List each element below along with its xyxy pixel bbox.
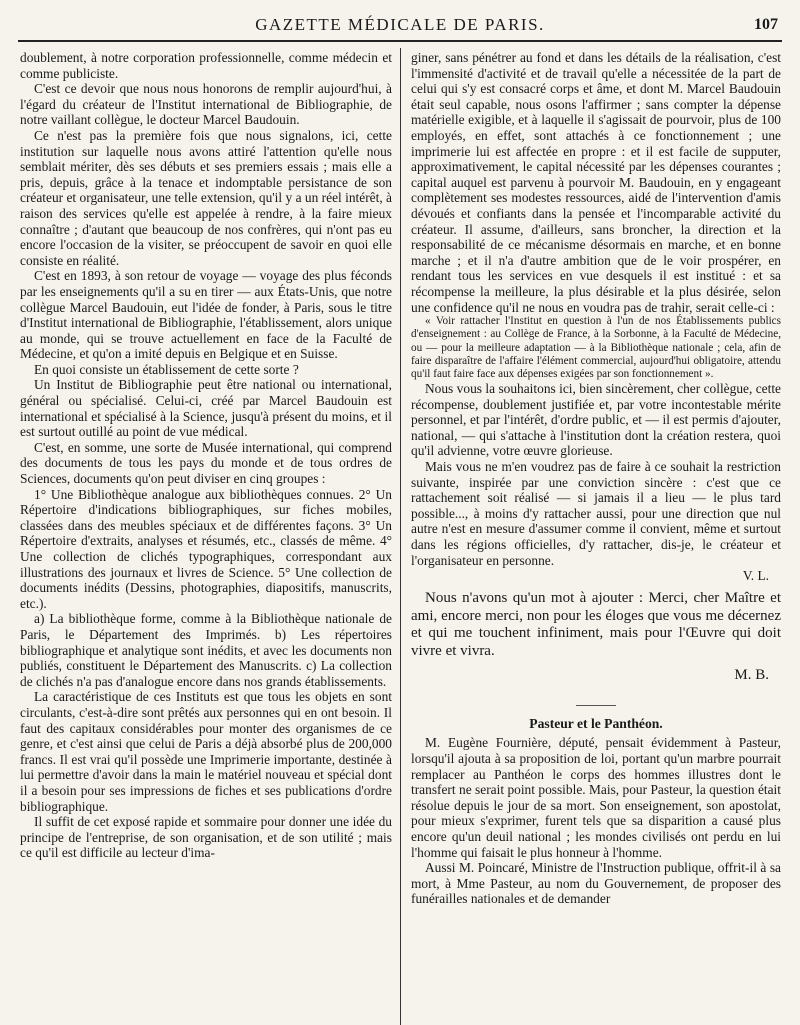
journal-title: GAZETTE MÉDICALE DE PARIS. — [255, 15, 545, 34]
signature: V. L. — [742, 568, 769, 584]
paragraph: M. Eugène Fournière, député, pensait évidemment à Pasteur, lorsqu'il ajouta à sa proposition de loi, portant qu'un marbre pourrait remplacer au Panthéon le corps des hommes illustres dont le transfert ne serait point possible. Mais, pour Pasteur, la question était résolue depuis le jour de sa mort. Son enseignement, son apostolat, pour mieux s'exprimer, furent tels que sa disparition a causé plus encore qu'un deuil national ; les mondes civilisés ont perdu en lui l'homme qui faisait le plus honneur à l'homme. — [411, 735, 781, 860]
paragraph: La caractéristique de ces Instituts est que tous les objets en sont circulants, c'est-à-dire sont prêtés aux personnes qui en ont besoin. Il faut des capitaux considérables pour monter des organismes de ce genre, et c'est ainsi que celui de Paris a déjà absorbé plus de 200,000 francs. Il est vrai qu'il possède une Imprimerie importante, destinée à lui permettre d'avoir dans la main le matériel nouveau et spécial dont il a besoin pour ses impressions de fiches et ses publications d'ordre bibliographique. — [20, 689, 392, 814]
column-divider — [400, 48, 401, 1025]
paragraph: C'est en 1893, à son retour de voyage — voyage des plus féconds par les enseignements qu'il a su en tirer — aux États-Unis, que notre collègue Marcel Baudouin, eut l'idée de fonder, à Paris, sous le titre d'Institut international de Bibliographie, l'établissement, alors unique au monde, qui se trouve actuellement en face de la Faculté de Médecine, et qu'on a imité depuis en Belgique et en Suisse. — [20, 268, 392, 362]
paragraph: Aussi M. Poincaré, Ministre de l'Instruction publique, offrit-il à sa mort, à Mme Pasteur, au nom du Gouvernement, de proposer des funérailles nationales et de demander — [411, 860, 781, 907]
paragraph: doublement, à notre corporation professionnelle, comme médecin et comme publiciste. — [20, 50, 392, 81]
paragraph: En quoi consiste un établissement de cette sorte ? — [34, 361, 299, 377]
section-divider — [576, 705, 616, 706]
page-header — [18, 10, 782, 42]
signature: M. B. — [734, 667, 769, 684]
quotation: « Voir rattacher l'Institut en question à l'un de nos Établissements publics d'enseignement : au Collège de France, à la Sorbonne, à la Faculté de Médecine, ou — pour la meilleure adaptation — à la Bibliothèque nationale ; cela, afin de faire disparaître de l'affaire l'élément commercial, aujourd'hui obligatoire, attendu qu'il faut faire face aux dépenses exigées par son fonctionnement ». — [411, 315, 781, 380]
section-title: Pasteur et le Panthéon. — [529, 715, 663, 731]
paragraph: 1° Une Bibliothèque analogue aux bibliothèques connues. 2° Un Répertoire d'indications bibliographiques, sur fiches mobiles, classées dans des meubles spéciaux et de différentes façons. 3° Un Répertoire d'extraits, analyses et résumés, etc., classés de même. 4° Une collection de clichés typographiques, correspondant aux illustrations des journaux et livres de Science. 5° Une collection de documents inédits (Dessins, photographies, diapositifs, manuscrits, etc.). — [20, 486, 392, 611]
paragraph: Nous vous la souhaitons ici, bien sincèrement, cher collègue, cette récompense, doublement justifiée et, par votre incontestable mérite personnel, et par l'intérêt, d'ordre public, et — il est permis d'ajouter, national, — qui s'attache à l'institution dont la création restera, quoi qu'il advienne, votre œuvre glorieuse. — [411, 381, 781, 459]
paragraph: Un Institut de Bibliographie peut être national ou international, général ou spécialisé. Celui-ci, créé par Marcel Baudouin est international et spécialisé à la Science, jusqu'à présent du moins, et il est surtout outillé au point de vue médical. — [20, 377, 392, 440]
paragraph: giner, sans pénétrer au fond et dans les détails de la réalisation, c'est l'immensité d'activité et de travail qu'elle a nécessitée de la part de celui qui s'y est consacré corps et âme, et dont M. Marcel Baudouin était seul capable, nous osons l'affirmer ; sans compter la dépense matérielle exigible, et à laquelle il s'agissait de pourvoir, plus de 100 employés, en effet, sont attachés à ce fonctionnement ; une imprimerie lui est affectée en propre : et il est facile de supputer, approximativement, le capital nécessité par les dépenses courantes ; capital auquel est parvenu à pourvoir M. Baudouin, en y engageant complètement ses modestes ressources, aidé de l'intervention d'amis dévoués et confiants dans la pensée et l'incomparable activité du créateur. Il assume, d'ailleurs, sans broncher, la direction et la responsabilité de ce mécanisme désormais en marche, et en bonne marche ; et il n'a d'autre ambition que de le voir prospérer, en rendant tous les services en vue desquels il est institué : et sa récompense la meilleure, la plus désirable et la plus désirée, selon une confidence qu'il ne nous en voudra pas de trahir, serait celle-ci : — [411, 50, 781, 315]
page-number: 107 — [754, 16, 778, 33]
paragraph: Il suffit de cet exposé rapide et sommaire pour donner une idée du principe de l'entreprise, de son organisation, et de son utilité ; mais ce qu'il est difficile au lecteur d'ima- — [20, 814, 392, 861]
paragraph: Nous n'avons qu'un mot à ajouter : Merci, cher Maître et ami, encore merci, non pour les éloges que vous me décernez et qui me touchent infiniment, mais pour l'Œuvre qui doit vivre et vivra. — [411, 589, 781, 660]
paragraph: C'est, en somme, une sorte de Musée international, qui comprend des documents de tous les pays du monde et de tous ordres de Sciences, documents qu'on peut diviser en cinq groupes : — [20, 439, 392, 487]
paragraph: Ce n'est pas la première fois que nous signalons, ici, cette institution sur laquelle nous avons attiré l'attention qu'elle nous semblait mériter, dès ses débuts et ses premiers essais ; mais elle a pris, depuis, grâce à la tenace et indomptable persistance de son créateur et organisateur, une telle extension, qu'il y a un réel intérêt, à raison des services qu'elle est appelée à rendre, à la faire mieux connaître ; d'autant que beaucoup de nos confrères, qui n'ont pas eu encore l'occasion de la visiter, se préoccupent de savoir en quoi elle consiste en réalité. — [20, 127, 392, 268]
paragraph: Mais vous ne m'en voudrez pas de faire à ce souhait la restriction suivante, inspirée par une conviction sincère : c'est que ce rattachement soit réalisé — si jamais il a lieu — le plus tard possible..., à moins d'y rattacher aussi, pour une direction que nul autre n'est en mesure d'assumer comme il convient, même et surtout dans les régions officielles, d'y rattacher, dis-je, le créateur et l'organisateur en personne. — [411, 459, 781, 568]
paragraph: C'est ce devoir que nous nous honorons de remplir aujourd'hui, à l'égard du créateur de l'Institut international de Bibliographie, de notre vaillant collègue, le docteur Marcel Baudouin. — [20, 81, 392, 128]
paragraph: a) La bibliothèque forme, comme à la Bibliothèque nationale de Paris, le Département des Imprimés. b) Les répertoires bibliographique et analytique sont inédits, et avec les documents non publiés, constituent le Département des Manuscrits. c) La collection de clichés n'a pas d'analogue encore dans nos grands établissements. — [20, 611, 392, 689]
left-column — [20, 50, 392, 1021]
right-column — [411, 50, 781, 1021]
